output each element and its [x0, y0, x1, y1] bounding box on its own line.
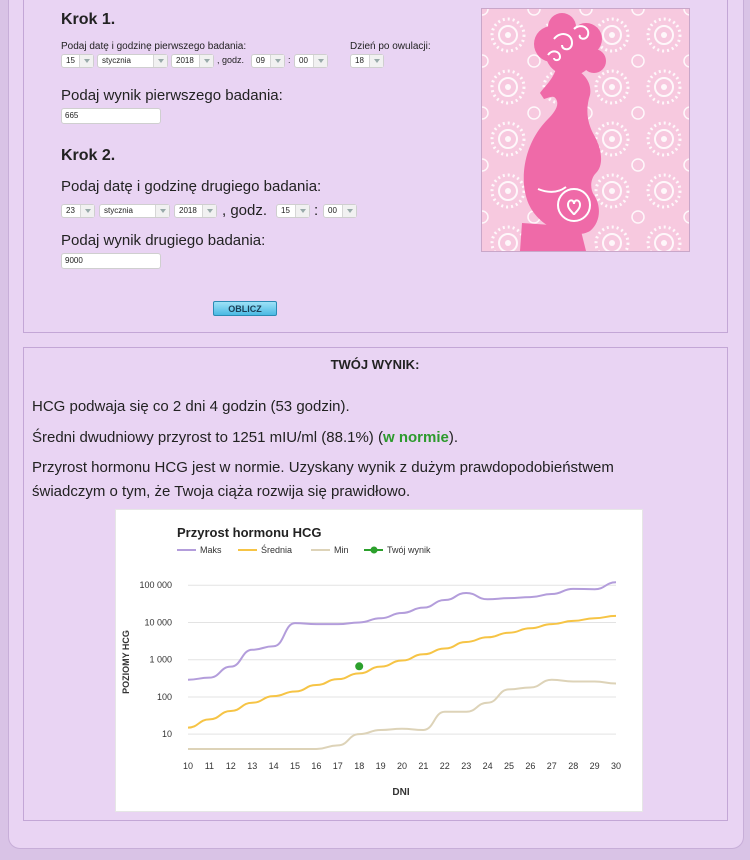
chevron-down-icon: [80, 205, 94, 217]
step1-month-select[interactable]: [97, 54, 168, 68]
y-axis-label: POZIOMY HCG: [121, 630, 131, 694]
x-tick-label: 26: [525, 761, 536, 771]
result-title: TWÓJ WYNIK:: [330, 357, 420, 372]
chart-title: Przyrost hormonu HCG: [177, 525, 322, 540]
chart-legend: [177, 544, 431, 555]
step2-colon: :: [314, 202, 319, 219]
series-line-min: [188, 680, 616, 749]
x-tick-label: 20: [396, 761, 408, 771]
chevron-down-icon: [295, 205, 309, 217]
x-tick-label: 27: [546, 761, 557, 771]
x-tick-label: 19: [375, 761, 386, 771]
x-axis-ticks: [183, 761, 621, 771]
chart-series: [188, 582, 616, 749]
step2-title: Krok 2.: [61, 147, 116, 164]
step1-result-input[interactable]: 665: [61, 108, 161, 124]
y-tick-label: 100 000: [139, 580, 172, 591]
x-tick-label: 22: [439, 761, 450, 771]
chevron-down-icon: [313, 55, 327, 67]
hcg-chart-svg: [116, 510, 642, 811]
legend-entry: Twój wynik: [387, 545, 431, 555]
interpretation-text-line2: świadczym o tym, że Twoja ciąża rozwija się prawidłowo.: [32, 483, 411, 500]
chevron-down-icon: [199, 55, 213, 67]
step2-minute-select[interactable]: [323, 204, 357, 218]
step1-godz-label: , godz.: [217, 55, 245, 65]
step1-date-label: Podaj datę i godzinę pierwszego badania:: [61, 41, 247, 52]
chevron-down-icon: [202, 205, 216, 217]
calculate-button[interactable]: OBLICZ: [213, 301, 277, 316]
ovulation-day-value: 18: [355, 56, 364, 65]
x-tick-label: 25: [503, 761, 515, 771]
step2-result-input[interactable]: 9000: [61, 253, 161, 269]
chevron-down-icon: [153, 55, 167, 67]
average-growth-close: ).: [448, 429, 459, 446]
x-tick-label: 12: [225, 761, 236, 771]
chevron-down-icon: [79, 55, 93, 67]
ovulation-label: Dzień po owulacji:: [350, 41, 431, 52]
y-tick-label: 10: [161, 729, 172, 740]
step1-month-value: stycznia: [102, 56, 131, 65]
step2-year-value: 2018: [179, 206, 197, 215]
step2-year-select[interactable]: [174, 204, 217, 218]
y-tick-label: 1 000: [149, 654, 172, 665]
step2-godz-label: , godz.: [222, 202, 268, 219]
step1-title: Krok 1.: [61, 11, 116, 28]
step2-month-select[interactable]: [99, 204, 170, 218]
x-axis-label: DNI: [392, 787, 410, 798]
average-growth-value: Średni dwudniowy przyrost to 1251 mIU/ml (88.1%) (: [32, 429, 383, 446]
y-axis-ticks: [139, 580, 172, 739]
series-line-maks: [188, 582, 616, 679]
x-tick-label: 16: [311, 761, 322, 771]
legend-entry: Maks: [200, 545, 222, 555]
x-tick-label: 18: [354, 761, 365, 771]
y-tick-label: 100: [156, 691, 172, 702]
y-tick-label: 10 000: [144, 617, 172, 628]
step1-hour-select[interactable]: [251, 54, 285, 68]
hcg-chart: [115, 509, 643, 812]
interpretation-text-line1: Przyrost hormonu HCG jest w normie. Uzyskany wynik z dużym prawdopodobieństwem: [32, 459, 614, 476]
x-tick-label: 10: [182, 761, 194, 771]
x-tick-label: 13: [247, 761, 258, 771]
pregnant-woman-illustration: [481, 8, 690, 252]
step1-year-value: 2018: [176, 56, 194, 65]
x-tick-label: 17: [332, 761, 343, 771]
x-tick-label: 15: [289, 761, 301, 771]
step1-minute-value: 00: [299, 56, 308, 65]
step1-day-select[interactable]: [61, 54, 94, 68]
status-badge: w normie: [382, 429, 449, 446]
average-growth-text: [32, 429, 458, 446]
step1-minute-select[interactable]: [294, 54, 328, 68]
pregnant-woman-icon: [482, 9, 689, 251]
x-tick-label: 30: [610, 761, 622, 771]
x-tick-label: 24: [482, 761, 493, 771]
step1-result-label: Podaj wynik pierwszego badania:: [61, 87, 283, 104]
twoj-wynik-point: [355, 662, 363, 670]
x-tick-label: 28: [568, 761, 579, 771]
legend-entry: Min: [334, 545, 349, 555]
step1-day-value: 15: [66, 56, 75, 65]
x-tick-label: 14: [268, 761, 279, 771]
step2-day-select[interactable]: [61, 204, 95, 218]
x-tick-label: 21: [418, 761, 429, 771]
legend-swatch-dot: [371, 547, 378, 554]
step2-hour-select[interactable]: [276, 204, 310, 218]
chevron-down-icon: [342, 205, 356, 217]
ovulation-day-select[interactable]: [350, 54, 384, 68]
step2-day-value: 23: [66, 206, 75, 215]
chevron-down-icon: [155, 205, 169, 217]
chevron-down-icon: [270, 55, 284, 67]
step2-hour-value: 15: [281, 206, 290, 215]
step2-minute-value: 00: [328, 206, 337, 215]
step2-month-value: stycznia: [104, 206, 133, 215]
legend-entry: Średnia: [261, 545, 293, 555]
x-tick-label: 11: [204, 761, 215, 771]
step1-year-select[interactable]: [171, 54, 214, 68]
doubling-time-text: HCG podwaja się co 2 dni 4 godzin (53 godzin).: [32, 398, 350, 415]
step2-date-label: Podaj datę i godzinę drugiego badania:: [61, 178, 322, 195]
step1-colon: :: [288, 55, 291, 65]
chevron-down-icon: [369, 55, 383, 67]
x-tick-label: 23: [461, 761, 472, 771]
series-line-średnia: [188, 616, 616, 728]
step1-hour-value: 09: [256, 56, 265, 65]
step2-result-label: Podaj wynik drugiego badania:: [61, 232, 266, 249]
x-tick-label: 29: [589, 761, 600, 771]
